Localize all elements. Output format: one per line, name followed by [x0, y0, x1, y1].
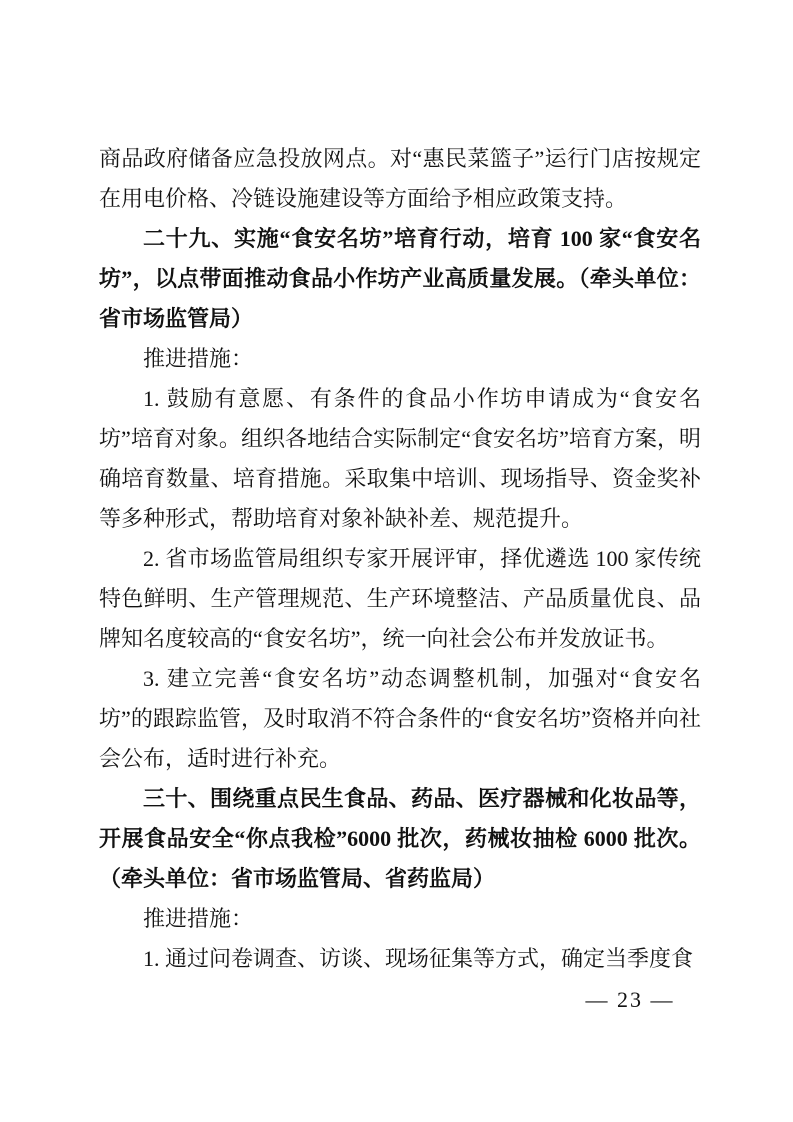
- document-paragraph: 三十、围绕重点民生食品、药品、医疗器械和化妆品等，开展食品安全“你点我检”6000 批次，药械妆抽检 6000 批次。（牵头单位：省市场监管局、省药监局）: [99, 786, 701, 891]
- document-paragraph: 推进措施：: [143, 906, 254, 931]
- document-paragraph: 二十九、实施“食安名坊”培育行动，培育 100 家“食安名坊”，以点带面推动食品小作坊产业高质量发展。（牵头单位：省市场监管局）: [99, 226, 701, 331]
- document-paragraph: 1. 通过问卷调查、访谈、现场征集等方式，确定当季度食: [143, 946, 694, 971]
- document-paragraph: 1. 鼓励有意愿、有条件的食品小作坊申请成为“食安名坊”培育对象。组织各地结合实际制定“食安名坊”培育方案，明确培育数量、培育措施。采取集中培训、现场指导、资金奖补等多种形式，帮助培育对象补缺补差、规范提升。: [99, 386, 701, 531]
- document-paragraph: 商品政府储备应急投放网点。对“惠民菜篮子”运行门店按规定在用电价格、冷链设施建设等方面给予相应政策支持。: [99, 146, 701, 211]
- document-paragraph: 3. 建立完善“食安名坊”动态调整机制，加强对“食安名坊”的跟踪监管，及时取消不符合条件的“食安名坊”资格并向社会公布，适时进行补充。: [99, 666, 701, 771]
- page-number: — 23 —: [585, 987, 675, 1012]
- document-paragraph: 推进措施：: [143, 346, 254, 371]
- document-body: [99, 139, 701, 979]
- document-paragraph: 2. 省市场监管局组织专家开展评审，择优遴选 100 家传统特色鲜明、生产管理规范、生产环境整洁、产品质量优良、品牌知名度较高的“食安名坊”，统一向社会公布并发放证书。: [99, 546, 701, 651]
